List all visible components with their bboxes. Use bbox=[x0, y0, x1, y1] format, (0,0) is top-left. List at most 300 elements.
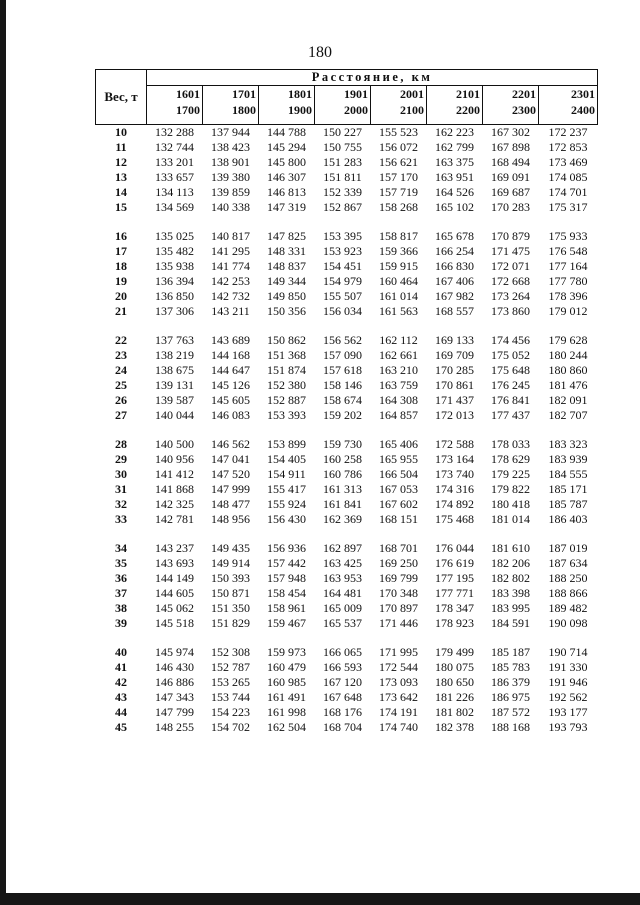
table-row bbox=[96, 601, 598, 616]
rate-cell: 179 628 bbox=[548, 333, 588, 347]
rate-cell: 142 732 bbox=[211, 289, 250, 303]
table-row bbox=[96, 452, 598, 467]
rate-cell: 179 499 bbox=[435, 645, 474, 659]
rate-cell: 164 481 bbox=[323, 586, 362, 600]
rate-cell: 180 860 bbox=[548, 363, 588, 377]
table-row bbox=[96, 319, 598, 348]
weight-cell: 31 bbox=[115, 482, 127, 496]
rate-cell: 150 356 bbox=[267, 304, 306, 318]
range-to: 2100 bbox=[400, 103, 424, 117]
rate-cell: 181 476 bbox=[548, 378, 588, 392]
rate-cell: 165 009 bbox=[323, 601, 362, 615]
rate-cell: 137 306 bbox=[155, 304, 194, 318]
weight-cell: 26 bbox=[115, 393, 127, 407]
rate-cell: 141 868 bbox=[155, 482, 194, 496]
rate-cell: 159 915 bbox=[379, 259, 418, 273]
rate-cell: 174 740 bbox=[379, 720, 418, 734]
rate-cell: 177 437 bbox=[491, 408, 530, 422]
distance-range-header bbox=[147, 86, 203, 125]
rate-cell: 170 285 bbox=[435, 363, 474, 377]
table-row bbox=[96, 363, 598, 378]
distance-range-header bbox=[371, 86, 427, 125]
rate-cell: 174 456 bbox=[491, 333, 530, 347]
rate-cell: 178 033 bbox=[491, 437, 530, 451]
rate-cell: 156 430 bbox=[267, 512, 306, 526]
rate-cell: 172 071 bbox=[491, 259, 530, 273]
weight-cell: 16 bbox=[115, 229, 127, 243]
rate-cell: 153 393 bbox=[267, 408, 306, 422]
rate-cell: 139 587 bbox=[155, 393, 194, 407]
rate-cell: 183 995 bbox=[491, 601, 530, 615]
weight-cell: 44 bbox=[115, 705, 127, 719]
rate-cell: 148 477 bbox=[211, 497, 250, 511]
rate-cell: 168 557 bbox=[435, 304, 474, 318]
weight-cell: 40 bbox=[115, 645, 127, 659]
range-to: 1900 bbox=[288, 103, 312, 117]
rate-cell: 150 227 bbox=[323, 125, 362, 139]
weight-cell: 11 bbox=[115, 140, 127, 154]
rate-cell: 145 974 bbox=[155, 645, 194, 659]
rate-cell: 158 674 bbox=[323, 393, 362, 407]
rate-cell: 138 219 bbox=[155, 348, 194, 362]
rate-cell: 169 133 bbox=[435, 333, 474, 347]
rate-cell: 154 405 bbox=[267, 452, 306, 466]
rate-cell: 135 025 bbox=[155, 229, 194, 243]
rate-cell: 173 740 bbox=[435, 467, 474, 481]
rate-cell: 150 871 bbox=[211, 586, 250, 600]
rate-cell: 133 657 bbox=[155, 170, 194, 184]
rate-cell: 133 201 bbox=[155, 155, 194, 169]
rate-cell: 145 605 bbox=[211, 393, 250, 407]
rate-cell: 143 211 bbox=[211, 304, 250, 318]
rate-cell: 171 437 bbox=[435, 393, 474, 407]
rate-cell: 182 802 bbox=[491, 571, 530, 585]
rate-cell: 173 860 bbox=[491, 304, 530, 318]
rate-cell: 173 264 bbox=[491, 289, 530, 303]
rate-cell: 161 841 bbox=[323, 497, 362, 511]
rate-cell: 172 544 bbox=[379, 660, 418, 674]
rate-cell: 149 344 bbox=[267, 274, 306, 288]
range-from: 1801 bbox=[288, 87, 312, 101]
rate-cell: 152 787 bbox=[211, 660, 250, 674]
table-row bbox=[96, 556, 598, 571]
rate-cell: 167 120 bbox=[323, 675, 362, 689]
table-row bbox=[96, 527, 598, 556]
range-from: 1701 bbox=[232, 87, 256, 101]
rate-cell: 147 319 bbox=[267, 200, 306, 214]
range-to: 2300 bbox=[512, 103, 536, 117]
weight-cell: 38 bbox=[115, 601, 127, 615]
table-row bbox=[96, 482, 598, 497]
rate-cell: 169 799 bbox=[379, 571, 418, 585]
distance-range-header bbox=[483, 86, 539, 125]
rate-cell: 180 075 bbox=[435, 660, 474, 674]
table-row bbox=[96, 125, 598, 141]
rate-cell: 144 605 bbox=[155, 586, 194, 600]
rate-cell: 162 897 bbox=[323, 541, 362, 555]
weight-cell: 43 bbox=[115, 690, 127, 704]
rate-cell: 154 451 bbox=[323, 259, 362, 273]
rate-cell: 181 802 bbox=[435, 705, 474, 719]
rate-cell: 156 072 bbox=[379, 140, 418, 154]
rate-cell: 168 704 bbox=[323, 720, 362, 734]
rate-cell: 157 618 bbox=[323, 363, 362, 377]
rate-cell: 157 719 bbox=[379, 185, 418, 199]
rate-cell: 161 014 bbox=[379, 289, 418, 303]
weight-cell: 41 bbox=[115, 660, 127, 674]
rate-cell: 148 956 bbox=[211, 512, 250, 526]
rate-cell: 168 701 bbox=[379, 541, 418, 555]
rate-cell: 190 714 bbox=[548, 645, 588, 659]
range-from: 2101 bbox=[456, 87, 480, 101]
distance-range-header bbox=[315, 86, 371, 125]
table-row bbox=[96, 140, 598, 155]
rate-cell: 146 813 bbox=[267, 185, 306, 199]
rate-cell: 170 283 bbox=[491, 200, 530, 214]
weight-cell: 14 bbox=[115, 185, 127, 199]
rate-cell: 139 859 bbox=[211, 185, 250, 199]
rate-cell: 132 288 bbox=[155, 125, 194, 139]
rate-cell: 177 164 bbox=[548, 259, 588, 273]
weight-cell: 25 bbox=[115, 378, 127, 392]
rate-cell: 185 171 bbox=[548, 482, 588, 496]
rate-cell: 159 467 bbox=[267, 616, 306, 630]
weight-cell: 29 bbox=[115, 452, 127, 466]
rate-cell: 167 406 bbox=[435, 274, 474, 288]
rate-cell: 171 475 bbox=[491, 244, 530, 258]
rate-cell: 187 019 bbox=[548, 541, 588, 555]
range-from: 1901 bbox=[344, 87, 368, 101]
rate-cell: 165 678 bbox=[435, 229, 474, 243]
table-row bbox=[96, 289, 598, 304]
rate-cell: 149 850 bbox=[267, 289, 306, 303]
rate-cell: 164 526 bbox=[435, 185, 474, 199]
rate-cell: 163 953 bbox=[323, 571, 362, 585]
rate-cell: 180 418 bbox=[491, 497, 530, 511]
rate-cell: 145 518 bbox=[155, 616, 194, 630]
rate-cell: 159 366 bbox=[379, 244, 418, 258]
rate-cell: 159 202 bbox=[323, 408, 362, 422]
rate-cell: 182 206 bbox=[491, 556, 530, 570]
rate-cell: 151 368 bbox=[267, 348, 306, 362]
rate-cell: 152 887 bbox=[267, 393, 306, 407]
rate-cell: 165 406 bbox=[379, 437, 418, 451]
rate-cell: 157 170 bbox=[379, 170, 418, 184]
rate-cell: 147 343 bbox=[155, 690, 194, 704]
table-row bbox=[96, 423, 598, 452]
rate-cell: 191 330 bbox=[548, 660, 588, 674]
rate-cell: 184 555 bbox=[548, 467, 588, 481]
rate-cell: 156 936 bbox=[267, 541, 306, 555]
rate-cell: 181 610 bbox=[491, 541, 530, 555]
rate-cell: 169 250 bbox=[379, 556, 418, 570]
rate-cell: 185 187 bbox=[491, 645, 530, 659]
rate-cell: 160 985 bbox=[267, 675, 306, 689]
rate-cell: 146 562 bbox=[211, 437, 250, 451]
range-from: 2301 bbox=[571, 87, 596, 101]
rate-cell: 160 464 bbox=[379, 274, 418, 288]
rate-cell: 190 098 bbox=[548, 616, 588, 630]
rate-cell: 155 924 bbox=[267, 497, 306, 511]
rate-cell: 154 911 bbox=[267, 467, 306, 481]
rate-cell: 168 494 bbox=[491, 155, 530, 169]
rate-cell: 189 482 bbox=[548, 601, 588, 615]
weight-cell: 28 bbox=[115, 437, 127, 451]
rate-cell: 182 378 bbox=[435, 720, 474, 734]
rate-cell: 163 210 bbox=[379, 363, 418, 377]
table-row bbox=[96, 616, 598, 631]
rate-cell: 162 369 bbox=[323, 512, 362, 526]
rate-cell: 177 780 bbox=[548, 274, 588, 288]
rate-cell: 148 255 bbox=[155, 720, 194, 734]
rate-cell: 154 223 bbox=[211, 705, 250, 719]
rate-cell: 172 668 bbox=[491, 274, 530, 288]
rate-cell: 143 237 bbox=[155, 541, 194, 555]
table-row bbox=[96, 304, 598, 319]
rate-cell: 151 874 bbox=[267, 363, 306, 377]
rate-cell: 153 899 bbox=[267, 437, 306, 451]
rate-cell: 143 693 bbox=[155, 556, 194, 570]
rate-cell: 169 091 bbox=[491, 170, 530, 184]
tariff-table bbox=[95, 69, 598, 735]
weight-cell: 37 bbox=[115, 586, 127, 600]
rate-cell: 137 944 bbox=[211, 125, 250, 139]
rate-cell: 141 774 bbox=[211, 259, 250, 273]
weight-cell: 18 bbox=[115, 259, 127, 273]
table-row bbox=[96, 571, 598, 586]
rate-cell: 171 446 bbox=[379, 616, 418, 630]
rate-cell: 162 223 bbox=[435, 125, 474, 139]
table-row bbox=[96, 170, 598, 185]
weight-cell: 17 bbox=[115, 244, 127, 258]
rate-cell: 172 588 bbox=[435, 437, 474, 451]
table-row bbox=[96, 408, 598, 423]
rate-cell: 169 709 bbox=[435, 348, 474, 362]
table-row bbox=[96, 720, 598, 735]
range-from: 1601 bbox=[176, 87, 200, 101]
weight-cell: 42 bbox=[115, 675, 127, 689]
table-row bbox=[96, 586, 598, 601]
rate-cell: 166 254 bbox=[435, 244, 474, 258]
rate-cell: 144 788 bbox=[267, 125, 306, 139]
rate-cell: 167 898 bbox=[491, 140, 530, 154]
rate-cell: 175 468 bbox=[435, 512, 474, 526]
rate-cell: 175 648 bbox=[491, 363, 530, 377]
table-row bbox=[96, 244, 598, 259]
rate-cell: 173 093 bbox=[379, 675, 418, 689]
rate-cell: 184 591 bbox=[491, 616, 530, 630]
rate-cell: 150 755 bbox=[323, 140, 362, 154]
rate-cell: 166 830 bbox=[435, 259, 474, 273]
weight-cell: 30 bbox=[115, 467, 127, 481]
rate-cell: 158 454 bbox=[267, 586, 306, 600]
tariff-table-body bbox=[96, 125, 598, 736]
rate-cell: 163 375 bbox=[435, 155, 474, 169]
rate-cell: 166 593 bbox=[323, 660, 362, 674]
rate-cell: 141 412 bbox=[155, 467, 194, 481]
rate-cell: 147 999 bbox=[211, 482, 250, 496]
distance-group-header: Расстояние, км bbox=[147, 70, 598, 86]
rate-cell: 148 837 bbox=[267, 259, 306, 273]
rate-cell: 152 380 bbox=[267, 378, 306, 392]
rate-cell: 165 955 bbox=[379, 452, 418, 466]
rate-cell: 138 423 bbox=[211, 140, 250, 154]
rate-cell: 179 822 bbox=[491, 482, 530, 496]
rate-cell: 166 065 bbox=[323, 645, 362, 659]
weight-cell: 39 bbox=[115, 616, 127, 630]
rate-cell: 174 892 bbox=[435, 497, 474, 511]
rate-cell: 161 998 bbox=[267, 705, 306, 719]
rate-cell: 164 308 bbox=[379, 393, 418, 407]
rate-cell: 156 621 bbox=[379, 155, 418, 169]
table-row bbox=[96, 631, 598, 660]
rate-cell: 167 982 bbox=[435, 289, 474, 303]
rate-cell: 146 886 bbox=[155, 675, 194, 689]
table-row bbox=[96, 348, 598, 363]
rate-cell: 155 507 bbox=[323, 289, 362, 303]
rate-cell: 165 102 bbox=[435, 200, 474, 214]
weight-cell: 22 bbox=[115, 333, 127, 347]
rate-cell: 147 520 bbox=[211, 467, 250, 481]
rate-cell: 173 469 bbox=[548, 155, 588, 169]
table-row bbox=[96, 185, 598, 200]
rate-cell: 158 268 bbox=[379, 200, 418, 214]
rate-cell: 158 961 bbox=[267, 601, 306, 615]
rate-cell: 175 052 bbox=[491, 348, 530, 362]
rate-cell: 187 634 bbox=[548, 556, 588, 570]
rate-cell: 134 569 bbox=[155, 200, 194, 214]
rate-cell: 147 825 bbox=[267, 229, 306, 243]
rate-cell: 177 771 bbox=[435, 586, 474, 600]
rate-cell: 175 933 bbox=[548, 229, 588, 243]
rate-cell: 157 090 bbox=[323, 348, 362, 362]
rate-cell: 136 394 bbox=[155, 274, 194, 288]
rate-cell: 170 861 bbox=[435, 378, 474, 392]
rate-cell: 188 866 bbox=[548, 586, 588, 600]
rate-cell: 147 041 bbox=[211, 452, 250, 466]
rate-cell: 159 973 bbox=[267, 645, 306, 659]
rate-cell: 188 168 bbox=[491, 720, 530, 734]
rate-cell: 152 339 bbox=[323, 185, 362, 199]
rate-cell: 142 325 bbox=[155, 497, 194, 511]
rate-cell: 162 799 bbox=[435, 140, 474, 154]
rate-cell: 161 563 bbox=[379, 304, 418, 318]
rate-cell: 176 841 bbox=[491, 393, 530, 407]
rate-cell: 146 307 bbox=[267, 170, 306, 184]
scan-shadow-bottom bbox=[0, 893, 640, 905]
rate-cell: 178 629 bbox=[491, 452, 530, 466]
range-to: 2000 bbox=[344, 103, 368, 117]
weight-cell: 36 bbox=[115, 571, 127, 585]
weight-cell: 23 bbox=[115, 348, 127, 362]
rate-cell: 172 853 bbox=[548, 140, 588, 154]
weight-cell: 19 bbox=[115, 274, 127, 288]
rate-cell: 163 425 bbox=[323, 556, 362, 570]
rate-cell: 162 504 bbox=[267, 720, 306, 734]
rate-cell: 145 294 bbox=[267, 140, 306, 154]
weight-cell: 45 bbox=[115, 720, 127, 734]
range-from: 2201 bbox=[512, 87, 536, 101]
rate-cell: 186 403 bbox=[548, 512, 588, 526]
weight-cell: 27 bbox=[115, 408, 127, 422]
rate-cell: 183 939 bbox=[548, 452, 588, 466]
rate-cell: 149 914 bbox=[211, 556, 250, 570]
rate-cell: 140 817 bbox=[211, 229, 250, 243]
rate-cell: 146 430 bbox=[155, 660, 194, 674]
rate-cell: 183 398 bbox=[491, 586, 530, 600]
rate-cell: 173 642 bbox=[379, 690, 418, 704]
rate-cell: 159 730 bbox=[323, 437, 362, 451]
weight-cell: 13 bbox=[115, 170, 127, 184]
rate-cell: 153 265 bbox=[211, 675, 250, 689]
rate-cell: 186 975 bbox=[491, 690, 530, 704]
table-row bbox=[96, 378, 598, 393]
rate-cell: 163 759 bbox=[379, 378, 418, 392]
rate-cell: 176 619 bbox=[435, 556, 474, 570]
weight-cell: 10 bbox=[115, 125, 127, 139]
rate-cell: 193 793 bbox=[548, 720, 588, 734]
rate-cell: 183 323 bbox=[548, 437, 588, 451]
weight-cell: 32 bbox=[115, 497, 127, 511]
weight-cell: 21 bbox=[115, 304, 127, 318]
rate-cell: 188 250 bbox=[548, 571, 588, 585]
weight-cell: 12 bbox=[115, 155, 127, 169]
rate-cell: 160 786 bbox=[323, 467, 362, 481]
rate-cell: 167 602 bbox=[379, 497, 418, 511]
table-row bbox=[96, 200, 598, 215]
rate-cell: 185 783 bbox=[491, 660, 530, 674]
rate-cell: 176 044 bbox=[435, 541, 474, 555]
rate-cell: 157 442 bbox=[267, 556, 306, 570]
rate-cell: 173 164 bbox=[435, 452, 474, 466]
range-to: 2400 bbox=[571, 103, 596, 117]
rate-cell: 156 562 bbox=[323, 333, 362, 347]
rate-cell: 170 897 bbox=[379, 601, 418, 615]
weight-cell: 33 bbox=[115, 512, 127, 526]
rate-cell: 154 702 bbox=[211, 720, 250, 734]
rate-cell: 140 338 bbox=[211, 200, 250, 214]
rate-cell: 151 350 bbox=[211, 601, 250, 615]
rate-cell: 146 083 bbox=[211, 408, 250, 422]
table-row bbox=[96, 393, 598, 408]
rate-cell: 138 675 bbox=[155, 363, 194, 377]
rate-cell: 145 062 bbox=[155, 601, 194, 615]
rate-cell: 134 113 bbox=[155, 185, 194, 199]
range-to: 2200 bbox=[456, 103, 480, 117]
rate-cell: 176 245 bbox=[491, 378, 530, 392]
rate-cell: 168 176 bbox=[323, 705, 362, 719]
distance-range-header-row bbox=[96, 86, 598, 125]
rate-cell: 191 946 bbox=[548, 675, 588, 689]
rate-cell: 150 862 bbox=[267, 333, 306, 347]
rate-cell: 162 661 bbox=[379, 348, 418, 362]
rate-cell: 185 787 bbox=[548, 497, 588, 511]
rate-cell: 140 956 bbox=[155, 452, 194, 466]
table-row bbox=[96, 497, 598, 512]
rate-cell: 179 012 bbox=[548, 304, 588, 318]
rate-cell: 174 316 bbox=[435, 482, 474, 496]
rate-cell: 145 126 bbox=[211, 378, 250, 392]
rate-cell: 164 857 bbox=[379, 408, 418, 422]
rate-cell: 161 313 bbox=[323, 482, 362, 496]
table-row bbox=[96, 660, 598, 675]
rate-cell: 144 168 bbox=[211, 348, 250, 362]
range-to: 1800 bbox=[232, 103, 256, 117]
rate-cell: 139 380 bbox=[211, 170, 250, 184]
weight-cell: 20 bbox=[115, 289, 127, 303]
rate-cell: 154 979 bbox=[323, 274, 362, 288]
rate-cell: 187 572 bbox=[491, 705, 530, 719]
